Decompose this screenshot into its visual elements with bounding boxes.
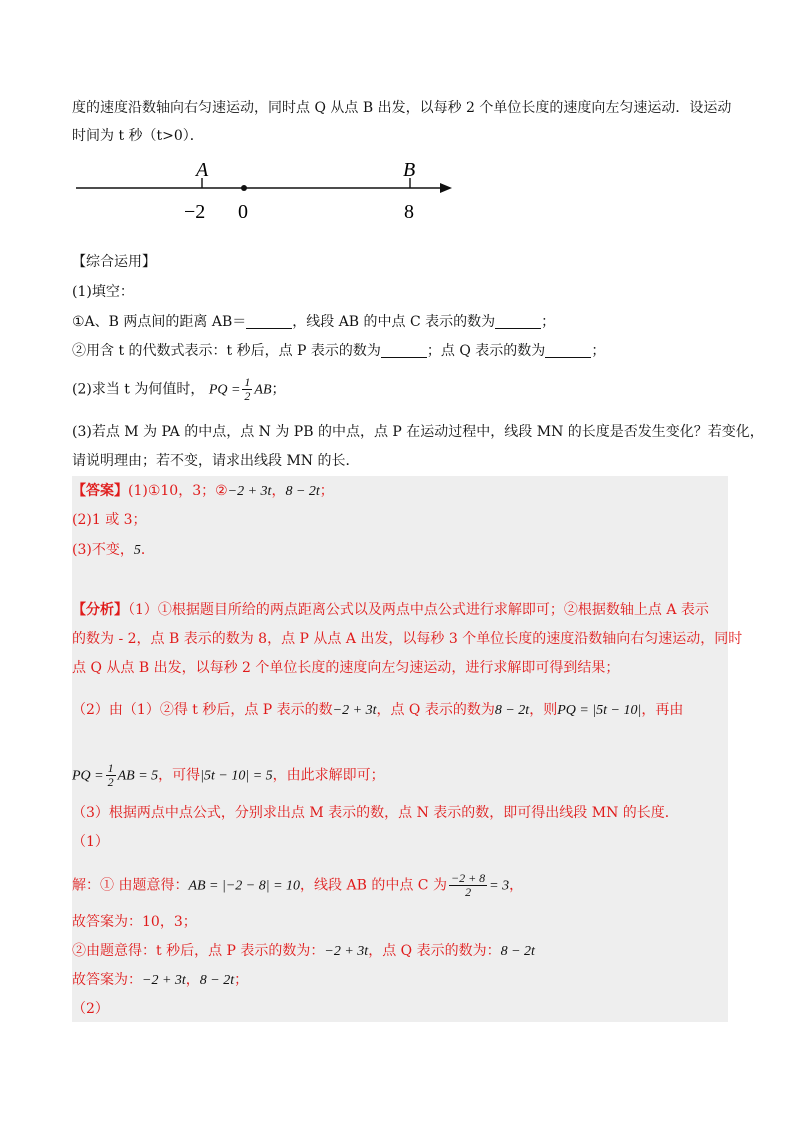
- solution-line-2: 故答案为：10，3；: [72, 914, 197, 930]
- answer-tag: 【答案】: [72, 483, 128, 499]
- solution-line-1: [72, 872, 523, 899]
- answer-line-1: [72, 481, 334, 502]
- blank-c[interactable]: [495, 314, 541, 329]
- analysis-l5-math-1: AB = 5: [117, 768, 159, 784]
- tick-label-origin: 0: [238, 201, 248, 223]
- solution-l3-a: ②由题意得：t 秒后，点 P 表示的数为：: [72, 943, 325, 959]
- answer-line-2: (2)1 或 3；: [72, 512, 147, 528]
- tick-label-b: 8: [404, 201, 414, 223]
- q2-end: ；: [271, 381, 286, 398]
- answer-l1-b: ，: [271, 483, 286, 499]
- q1-sub2-text-a: ②用含 t 的代数式表示：t 秒后，点 P 表示的数为: [72, 343, 381, 359]
- answer-l3-math: 5: [133, 543, 141, 558]
- analysis-l4-math-2: 8 − 2t: [494, 703, 530, 718]
- q1-sub2-text-b: ；点 Q 表示的数为: [426, 343, 546, 359]
- analysis-l4-d: ，再由: [641, 702, 684, 718]
- blank-ab[interactable]: [246, 314, 292, 329]
- analysis-l5-fraction: [106, 762, 116, 789]
- q3-line-2: 请说明理由；若不变，请求出线段 MN 的长．: [72, 453, 360, 469]
- analysis-l4-c: ，则: [529, 702, 558, 718]
- label-b: B: [403, 159, 416, 181]
- analysis-line-5: [72, 762, 385, 789]
- analysis-l4-math-3: PQ = |5t − 10|: [557, 703, 642, 718]
- answer-l3-a: (3)不变，: [72, 542, 134, 558]
- q1-head: (1)填空：: [72, 284, 134, 300]
- answer-l1-math-1: −2 + 3t: [227, 484, 272, 499]
- answer-l1-a: (1)①10，3；②: [128, 483, 228, 499]
- q1-sub2-text-c: ；: [591, 343, 606, 359]
- q1-sub1-text-c: ；: [541, 314, 556, 330]
- q2-ab: AB: [254, 382, 272, 398]
- analysis-l4-b: ，点 Q 表示的数为: [376, 702, 495, 718]
- q2-fraction: [242, 376, 252, 403]
- analysis-line-2: 的数为 - 2，点 B 表示的数为 8，点 P 从点 A 出发，以每秒 3 个单位长度的速度沿数轴向右匀速运动，同时: [72, 631, 743, 647]
- arrow-head: [440, 183, 452, 193]
- analysis-l5-math-2: |5t − 10| = 5: [200, 768, 273, 784]
- solution-l3-math-2: 8 − 2t: [500, 944, 535, 959]
- answer-l1-math-2: 8 − 2t: [285, 484, 320, 499]
- q2-frac-den: 2: [244, 389, 251, 403]
- q1-sub1-text-b: ，线段 AB 的中点 C 表示的数为: [292, 314, 496, 330]
- analysis-l1-text: （1）①根据题目所给的两点距离公式以及两点中点公式进行求解即可；②根据数轴上点 A 表示: [128, 602, 709, 618]
- answer-l1-c: ；: [319, 483, 334, 499]
- tick-label-a: −2: [184, 201, 206, 223]
- q1-sub2: [72, 341, 605, 361]
- blank-q[interactable]: [545, 343, 591, 358]
- answer-l3-b: ．: [140, 542, 155, 558]
- analysis-l5-pq: PQ =: [72, 768, 104, 784]
- q2-text: (2)求当 t 为何值时，: [72, 381, 205, 398]
- analysis-l5-frac-den: 2: [107, 775, 114, 789]
- solution-l1-fraction: [449, 872, 487, 899]
- analysis-l5-frac-num: 1: [107, 761, 114, 775]
- analysis-l4-math-1: −2 + 3t: [332, 703, 377, 718]
- analysis-line-4: [72, 700, 683, 721]
- solution-l1-c: ，: [509, 877, 524, 894]
- label-a: A: [196, 159, 209, 181]
- q2-frac-num: 1: [244, 375, 251, 389]
- solution-l1-math-1: AB = |−2 − 8| = 10: [188, 878, 301, 894]
- problem-line-2: 时间为 t 秒（t>0）．: [72, 128, 204, 144]
- solution-l3-b: ，点 Q 表示的数为：: [368, 943, 501, 959]
- solution-l1-a: 解：① 由题意得：: [72, 877, 189, 894]
- q2-pq: PQ =: [208, 382, 241, 398]
- solution-part-2-label: （2）: [72, 1001, 109, 1017]
- analysis-line-1: [72, 600, 709, 620]
- solution-l4-c: ；: [234, 972, 249, 988]
- solution-l1-math-2: = 3: [489, 878, 510, 894]
- answer-line-3: [72, 540, 155, 561]
- number-line: [72, 150, 462, 225]
- solution-l4-b: ，: [185, 972, 200, 988]
- problem-line-1: 度的速度沿数轴向右匀速运动，同时点 Q 从点 B 出发，以每秒 2 个单位长度的速度向左匀速运动．设运动: [72, 100, 732, 116]
- q1-sub1-text-a: ①A、B 两点间的距离 AB＝: [72, 314, 247, 330]
- analysis-l4-a: （2）由（1）②得 t 秒后，点 P 表示的数: [72, 702, 333, 718]
- solution-part-1-label: （1）: [72, 834, 109, 850]
- solution-l3-math-1: −2 + 3t: [324, 944, 369, 959]
- analysis-line-6: （3）根据两点中点公式，分别求出点 M 表示的数，点 N 表示的数，即可得出线段 MN 的长度．: [72, 805, 679, 821]
- solution-l4-a: 故答案为：: [72, 972, 142, 988]
- q1-sub1: [72, 312, 555, 332]
- solution-l4-math-1: −2 + 3t: [142, 973, 186, 988]
- q3-line-1: (3)若点 M 为 PA 的中点，点 N 为 PB 的中点，点 P 在运动过程中，线段 MN 的长度是否发生变化？若变化，: [72, 424, 764, 440]
- solution-l1-frac-den: 2: [465, 885, 472, 899]
- section-title: 【综合运用】: [72, 254, 156, 270]
- solution-l1-b: ，线段 AB 的中点 C 为: [300, 877, 447, 894]
- solution-l4-math-2: 8 − 2t: [199, 973, 235, 988]
- analysis-tag: 【分析】: [72, 602, 128, 618]
- origin-dot: [241, 185, 247, 191]
- q2: [72, 376, 286, 403]
- analysis-line-3: 点 Q 从点 B 出发，以每秒 2 个单位长度的速度向左匀速运动，进行求解即可得到结果；: [72, 660, 620, 676]
- solution-line-4: [72, 970, 248, 991]
- analysis-l5-a: ，可得: [158, 767, 201, 784]
- solution-line-3: [72, 941, 535, 962]
- analysis-l5-b: ，由此求解即可；: [272, 767, 385, 784]
- solution-l1-frac-num: −2 + 8: [450, 871, 486, 885]
- blank-p[interactable]: [381, 343, 427, 358]
